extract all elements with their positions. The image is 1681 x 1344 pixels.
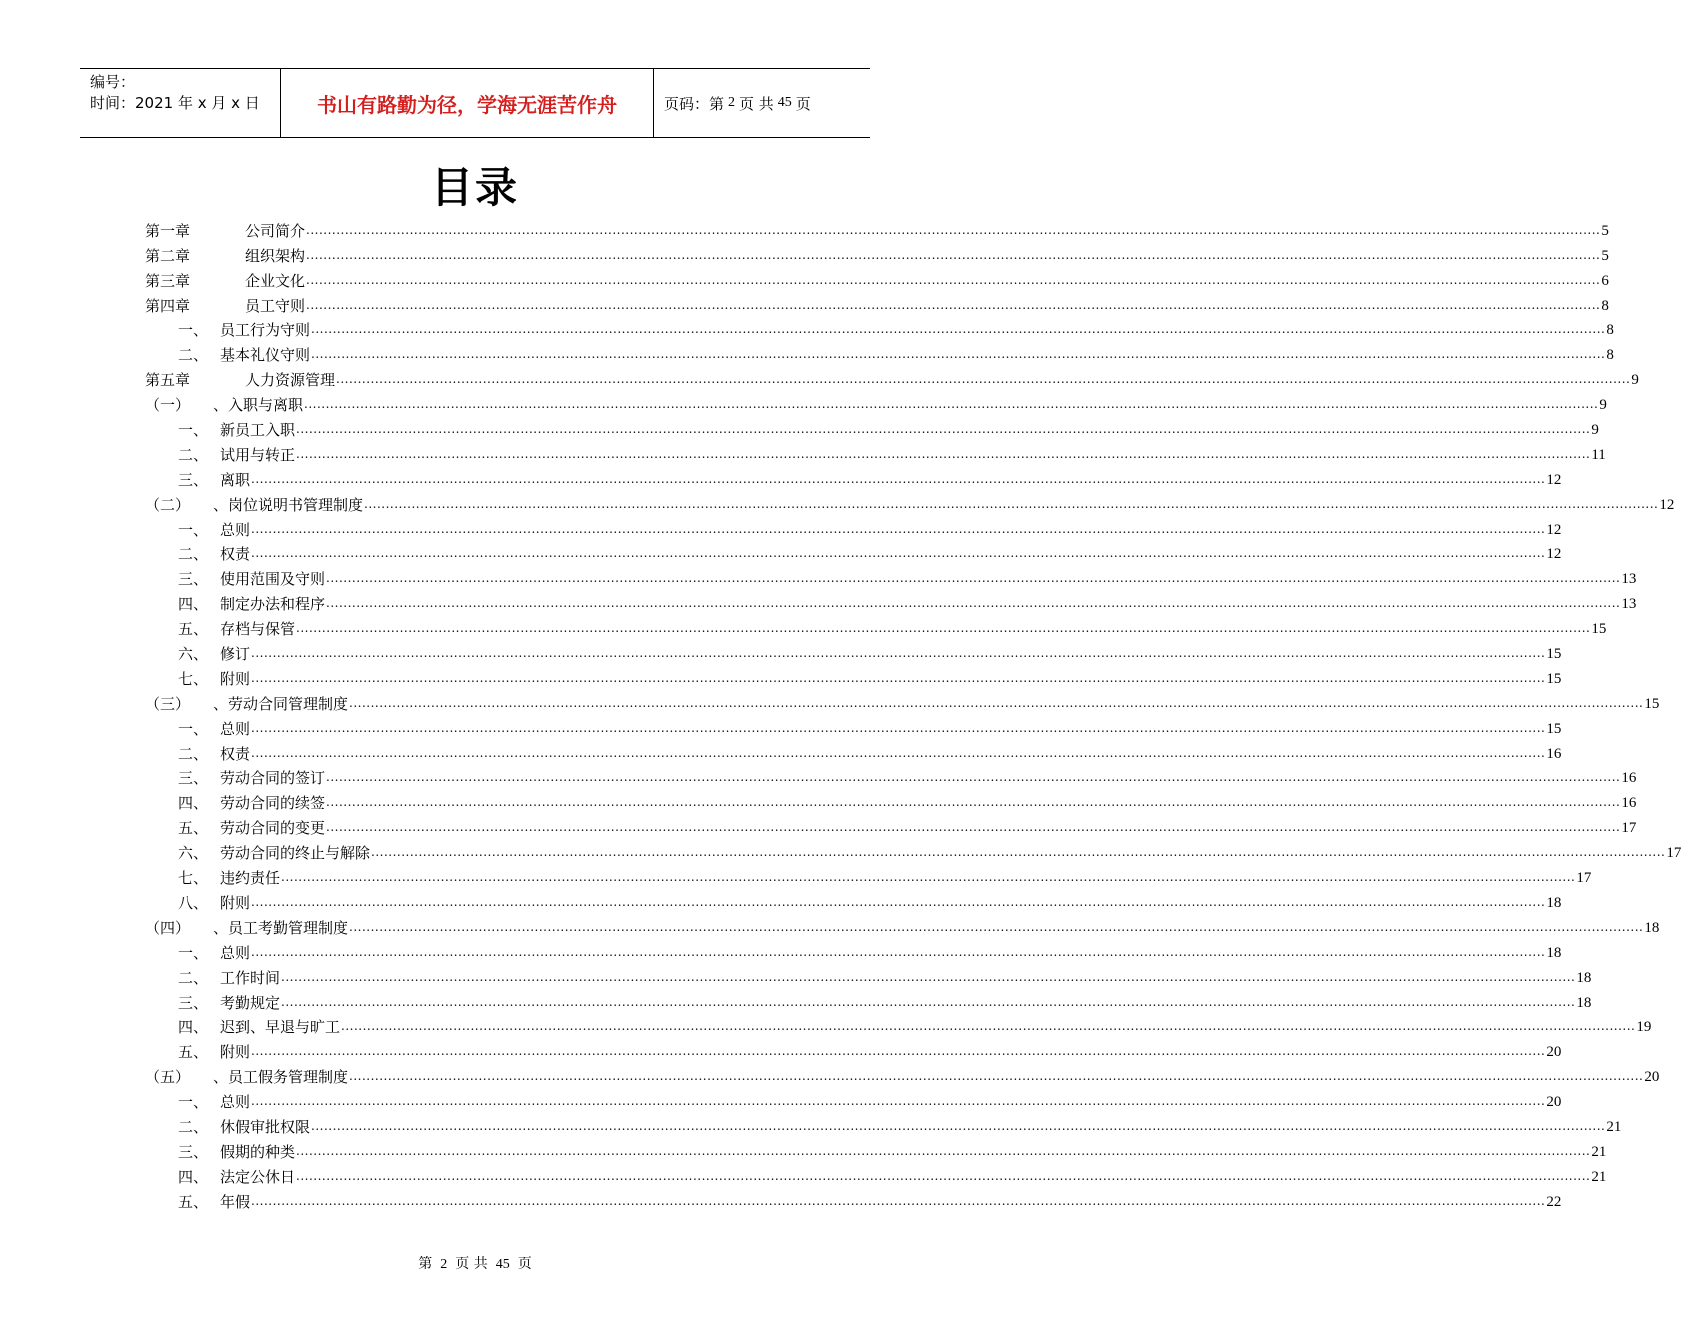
toc-entry-label: 附则 xyxy=(220,1043,251,1062)
toc-leader-dots: ............................................................................................................................................................................................................................................................................................................ xyxy=(349,695,1644,710)
toc-entry-page: 19 xyxy=(1636,1019,1652,1036)
toc-entry[interactable] xyxy=(145,241,1609,266)
toc-entry[interactable] xyxy=(145,390,1607,415)
toc-leader-dots: ............................................................................................................................................................................................................................................................................................................ xyxy=(306,247,1601,262)
toc-entry[interactable] xyxy=(145,963,1592,988)
toc-entry-number: 一、 xyxy=(178,1093,209,1112)
toc-leader-dots: ............................................................................................................................................................................................................................................................................................................ xyxy=(341,1019,1636,1034)
toc-entry-number: 三、 xyxy=(178,470,209,489)
toc-leader-dots: ............................................................................................................................................................................................................................................................................................................ xyxy=(326,820,1621,835)
toc-entry-label: 劳动合同的续签 xyxy=(220,794,326,813)
toc-entry-number: 一、 xyxy=(178,421,209,440)
toc-entry-number: 六、 xyxy=(178,844,209,863)
toc-entry-number: 五、 xyxy=(178,1192,209,1211)
toc-entry-number: （四） xyxy=(145,918,191,937)
toc-entry-label: 存档与保管 xyxy=(220,620,296,639)
toc-entry-page: 9 xyxy=(1599,397,1607,414)
toc-entry-number: （五） xyxy=(145,1068,191,1087)
toc-entry-page: 9 xyxy=(1631,372,1639,389)
toc-entry-label: 人力资源管理 xyxy=(245,371,336,390)
toc-entry-number: 八、 xyxy=(178,893,209,912)
table-of-contents xyxy=(145,216,1681,1212)
toc-entry-page: 8 xyxy=(1606,347,1614,364)
toc-entry-label: 企业文化 xyxy=(245,271,306,290)
toc-entry-page: 15 xyxy=(1591,621,1607,638)
toc-entry-label: 基本礼仪守则 xyxy=(220,346,311,365)
toc-entry-number: 一、 xyxy=(178,321,209,340)
toc-leader-dots: ............................................................................................................................................................................................................................................................................................................ xyxy=(304,397,1599,412)
toc-entry-page: 18 xyxy=(1576,969,1592,986)
toc-entry[interactable] xyxy=(145,415,1599,440)
toc-entry-page: 5 xyxy=(1601,222,1609,239)
toc-entry[interactable] xyxy=(145,216,1609,241)
toc-leader-dots: ............................................................................................................................................................................................................................................................................................................ xyxy=(251,1044,1546,1059)
toc-entry[interactable] xyxy=(145,639,1562,664)
toc-entry-number: 三、 xyxy=(178,570,209,589)
toc-entry-label: 附则 xyxy=(220,669,251,688)
toc-entry-label: 法定公休日 xyxy=(220,1167,296,1186)
toc-leader-dots: ............................................................................................................................................................................................................................................................................................................ xyxy=(296,621,1591,636)
toc-entry-label: 假期的种类 xyxy=(220,1142,296,1161)
toc-entry-number: 一、 xyxy=(178,943,209,962)
toc-entry-page: 18 xyxy=(1576,994,1592,1011)
toc-leader-dots: ............................................................................................................................................................................................................................................................................................................ xyxy=(306,222,1601,237)
toc-entry-page: 16 xyxy=(1546,745,1562,762)
toc-entry-label: 组织架构 xyxy=(245,246,306,265)
toc-entry-label: 员工行为守则 xyxy=(220,321,311,340)
toc-entry-page: 21 xyxy=(1591,1143,1607,1160)
toc-leader-dots: ............................................................................................................................................................................................................................................................................................................ xyxy=(251,894,1546,909)
toc-entry-page: 15 xyxy=(1546,720,1562,737)
toc-entry[interactable] xyxy=(145,266,1609,291)
toc-entry-page: 8 xyxy=(1606,322,1614,339)
toc-entry[interactable] xyxy=(145,1037,1562,1062)
toc-entry-page: 20 xyxy=(1546,1094,1562,1111)
toc-entry-number: 第一章 xyxy=(145,221,191,240)
toc-entry-number: 四、 xyxy=(178,1167,209,1186)
toc-leader-dots: ............................................................................................................................................................................................................................................................................................................ xyxy=(349,1069,1644,1084)
toc-entry[interactable] xyxy=(145,988,1592,1013)
footer-suffix: 页 xyxy=(517,1256,532,1272)
toc-entry[interactable] xyxy=(145,614,1607,639)
toc-entry-number: 二、 xyxy=(178,968,209,987)
toc-entry[interactable] xyxy=(145,365,1639,390)
toc-entry-number: 二、 xyxy=(178,346,209,365)
toc-entry-page: 9 xyxy=(1591,422,1599,439)
toc-entry-label: 权责 xyxy=(220,744,251,763)
toc-entry[interactable] xyxy=(145,813,1637,838)
header-meta xyxy=(80,69,281,137)
toc-entry-label: 违约责任 xyxy=(220,869,281,888)
toc-entry-label: 公司简介 xyxy=(245,221,306,240)
toc-entry[interactable] xyxy=(145,863,1592,888)
toc-entry-number: 二、 xyxy=(178,545,209,564)
toc-leader-dots: ............................................................................................................................................................................................................................................................................................................ xyxy=(306,297,1601,312)
toc-entry-number: 第三章 xyxy=(145,271,191,290)
toc-entry-number: （二） xyxy=(145,495,191,514)
toc-leader-dots: ............................................................................................................................................................................................................................................................................................................ xyxy=(326,795,1621,810)
toc-entry-label: 附则 xyxy=(220,893,251,912)
toc-entry-page: 12 xyxy=(1659,496,1675,513)
toc-entry-number: 四、 xyxy=(178,595,209,614)
toc-leader-dots: ............................................................................................................................................................................................................................................................................................................ xyxy=(326,770,1621,785)
toc-entry-page: 21 xyxy=(1606,1118,1622,1135)
toc-entry-number: 第四章 xyxy=(145,296,191,315)
toc-entry-label: 总则 xyxy=(220,943,251,962)
toc-entry-page: 21 xyxy=(1591,1168,1607,1185)
toc-entry-label: 迟到、早退与旷工 xyxy=(220,1018,341,1037)
toc-entry-label: 权责 xyxy=(220,545,251,564)
toc-entry-label: 、劳动合同管理制度 xyxy=(213,694,349,713)
toc-leader-dots: ............................................................................................................................................................................................................................................................................................................ xyxy=(296,1168,1591,1183)
toc-entry[interactable] xyxy=(145,689,1660,714)
toc-entry-number: 六、 xyxy=(178,645,209,664)
toc-entry-number: 五、 xyxy=(178,819,209,838)
toc-entry[interactable] xyxy=(145,515,1562,540)
toc-entry-page: 15 xyxy=(1546,646,1562,663)
toc-entry-label: 修订 xyxy=(220,645,251,664)
toc-leader-dots: ............................................................................................................................................................................................................................................................................................................ xyxy=(251,1193,1546,1208)
toc-entry-label: 总则 xyxy=(220,1093,251,1112)
header-page-prefix: 页码：第 xyxy=(664,94,725,113)
toc-entry-label: 、入职与离职 xyxy=(213,396,304,415)
toc-leader-dots: ............................................................................................................................................................................................................................................................................................................ xyxy=(251,471,1546,486)
toc-entry[interactable] xyxy=(145,490,1675,515)
toc-entry-label: 劳动合同的签订 xyxy=(220,769,326,788)
toc-entry-page: 15 xyxy=(1644,695,1660,712)
toc-entry[interactable] xyxy=(145,664,1562,689)
toc-entry[interactable] xyxy=(145,739,1562,764)
toc-entry[interactable] xyxy=(145,788,1637,813)
toc-entry-label: 离职 xyxy=(220,470,251,489)
toc-entry-page: 18 xyxy=(1546,944,1562,961)
toc-entry-label: 休假审批权限 xyxy=(220,1117,311,1136)
toc-entry-label: 、员工假务管理制度 xyxy=(213,1068,349,1087)
toc-entry-number: 二、 xyxy=(178,1117,209,1136)
toc-entry-page: 13 xyxy=(1621,596,1637,613)
toc-entry[interactable] xyxy=(145,465,1562,490)
page-header xyxy=(80,68,870,138)
toc-entry[interactable] xyxy=(145,913,1660,938)
toc-entry-number: 一、 xyxy=(178,719,209,738)
toc-entry-page: 18 xyxy=(1644,919,1660,936)
toc-entry[interactable] xyxy=(145,589,1637,614)
toc-leader-dots: ............................................................................................................................................................................................................................................................................................................ xyxy=(296,446,1591,461)
toc-entry[interactable] xyxy=(145,440,1606,465)
toc-entry[interactable] xyxy=(145,316,1614,341)
toc-entry[interactable] xyxy=(145,838,1681,863)
toc-entry-label: 试用与转正 xyxy=(220,445,296,464)
toc-entry[interactable] xyxy=(145,540,1562,565)
toc-entry[interactable] xyxy=(145,1013,1652,1038)
toc-leader-dots: ............................................................................................................................................................................................................................................................................................................ xyxy=(311,347,1606,362)
toc-leader-dots: ............................................................................................................................................................................................................................................................................................................ xyxy=(336,372,1631,387)
toc-entry-number: 三、 xyxy=(178,769,209,788)
toc-leader-dots: ............................................................................................................................................................................................................................................................................................................ xyxy=(281,969,1576,984)
time-label: 时间：2021 年 x 月 x 日 xyxy=(90,94,260,112)
serial-label: 编号： xyxy=(90,73,136,91)
toc-entry-label: 、岗位说明书管理制度 xyxy=(213,495,364,514)
toc-entry[interactable] xyxy=(145,1137,1607,1162)
toc-entry-label: 新员工入职 xyxy=(220,421,296,440)
toc-leader-dots: ............................................................................................................................................................................................................................................................................................................ xyxy=(364,496,1659,511)
toc-leader-dots: ............................................................................................................................................................................................................................................................................................................ xyxy=(296,422,1591,437)
toc-entry-number: 第二章 xyxy=(145,246,191,265)
header-page-suffix: 页 xyxy=(795,94,811,113)
toc-entry-label: 考勤规定 xyxy=(220,993,281,1012)
toc-leader-dots: ............................................................................................................................................................................................................................................................................................................ xyxy=(251,1094,1546,1109)
toc-leader-dots: ............................................................................................................................................................................................................................................................................................................ xyxy=(251,745,1546,760)
toc-entry-label: 使用范围及守则 xyxy=(220,570,326,589)
toc-entry-number: 第五章 xyxy=(145,371,191,390)
header-page-mid: 页 共 xyxy=(739,94,774,113)
toc-entry-page: 12 xyxy=(1546,521,1562,538)
toc-entry-label: 、员工考勤管理制度 xyxy=(213,918,349,937)
toc-entry[interactable] xyxy=(145,1062,1660,1087)
toc-entry[interactable] xyxy=(145,564,1637,589)
toc-entry-label: 年假 xyxy=(220,1192,251,1211)
toc-entry-page: 20 xyxy=(1644,1069,1660,1086)
toc-entry-page: 17 xyxy=(1666,845,1681,862)
toc-entry-number: 四、 xyxy=(178,794,209,813)
toc-entry-page: 11 xyxy=(1591,446,1606,463)
toc-leader-dots: ............................................................................................................................................................................................................................................................................................................ xyxy=(296,1143,1591,1158)
toc-entry-page: 17 xyxy=(1621,820,1637,837)
toc-entry-label: 总则 xyxy=(220,719,251,738)
toc-entry[interactable] xyxy=(145,1087,1562,1112)
page-footer xyxy=(0,1253,950,1273)
footer-prefix: 第 xyxy=(418,1256,433,1272)
toc-entry-page: 15 xyxy=(1546,670,1562,687)
toc-entry-page: 6 xyxy=(1601,272,1609,289)
toc-entry-number: 七、 xyxy=(178,869,209,888)
toc-entry-page: 20 xyxy=(1546,1044,1562,1061)
toc-entry-number: 二、 xyxy=(178,445,209,464)
header-page-current: 2 xyxy=(728,95,736,110)
toc-entry[interactable] xyxy=(145,764,1637,789)
toc-leader-dots: ............................................................................................................................................................................................................................................................................................................ xyxy=(281,870,1576,885)
header-page-info xyxy=(654,69,870,137)
toc-entry-number: （三） xyxy=(145,694,191,713)
toc-leader-dots: ............................................................................................................................................................................................................................................................................................................ xyxy=(306,272,1601,287)
toc-entry-number: 一、 xyxy=(178,520,209,539)
toc-entry[interactable] xyxy=(145,340,1614,365)
toc-entry-page: 12 xyxy=(1546,471,1562,488)
toc-entry-page: 22 xyxy=(1546,1193,1562,1210)
toc-entry-number: 三、 xyxy=(178,1142,209,1161)
toc-leader-dots: ............................................................................................................................................................................................................................................................................................................ xyxy=(251,521,1546,536)
toc-entry-number: 三、 xyxy=(178,993,209,1012)
toc-entry-number: 四、 xyxy=(178,1018,209,1037)
toc-entry-page: 5 xyxy=(1601,247,1609,264)
toc-entry-page: 12 xyxy=(1546,546,1562,563)
toc-entry[interactable] xyxy=(145,938,1562,963)
toc-entry-label: 制定办法和程序 xyxy=(220,595,326,614)
toc-leader-dots: ............................................................................................................................................................................................................................................................................................................ xyxy=(251,720,1546,735)
toc-entry-label: 劳动合同的终止与解除 xyxy=(220,844,371,863)
toc-entry-number: （一） xyxy=(145,396,191,415)
toc-leader-dots: ............................................................................................................................................................................................................................................................................................................ xyxy=(251,646,1546,661)
toc-entry-label: 工作时间 xyxy=(220,968,281,987)
toc-leader-dots: ............................................................................................................................................................................................................................................................................................................ xyxy=(251,546,1546,561)
toc-leader-dots: ............................................................................................................................................................................................................................................................................................................ xyxy=(251,670,1546,685)
toc-entry-number: 五、 xyxy=(178,620,209,639)
toc-leader-dots: ............................................................................................................................................................................................................................................................................................................ xyxy=(371,845,1666,860)
toc-entry[interactable] xyxy=(145,1112,1622,1137)
toc-leader-dots: ............................................................................................................................................................................................................................................................................................................ xyxy=(311,322,1606,337)
toc-entry-label: 总则 xyxy=(220,520,251,539)
toc-leader-dots: ............................................................................................................................................................................................................................................................................................................ xyxy=(326,571,1621,586)
toc-entry-page: 8 xyxy=(1601,297,1609,314)
page-title: 目录 xyxy=(430,163,519,212)
toc-entry-page: 18 xyxy=(1546,894,1562,911)
toc-entry[interactable] xyxy=(145,291,1609,316)
toc-entry-page: 16 xyxy=(1621,795,1637,812)
footer-mid: 页 共 xyxy=(455,1256,488,1272)
toc-entry[interactable] xyxy=(145,714,1562,739)
toc-entry[interactable] xyxy=(145,1187,1562,1212)
toc-entry[interactable] xyxy=(145,888,1562,913)
toc-leader-dots: ............................................................................................................................................................................................................................................................................................................ xyxy=(311,1118,1606,1133)
toc-entry-page: 16 xyxy=(1621,770,1637,787)
toc-leader-dots: ............................................................................................................................................................................................................................................................................................................ xyxy=(349,919,1644,934)
toc-entry-number: 七、 xyxy=(178,669,209,688)
toc-entry[interactable] xyxy=(145,1162,1607,1187)
header-motto: 书山有路勤为径，学海无涯苦作舟 xyxy=(281,69,654,137)
toc-entry-page: 13 xyxy=(1621,571,1637,588)
toc-leader-dots: ............................................................................................................................................................................................................................................................................................................ xyxy=(326,596,1621,611)
toc-leader-dots: ............................................................................................................................................................................................................................................................................................................ xyxy=(251,944,1546,959)
toc-entry-number: 二、 xyxy=(178,744,209,763)
footer-total: 45 xyxy=(495,1257,510,1272)
toc-leader-dots: ............................................................................................................................................................................................................................................................................................................ xyxy=(281,994,1576,1009)
header-page-total: 45 xyxy=(777,95,792,110)
toc-entry-label: 劳动合同的变更 xyxy=(220,819,326,838)
toc-entry-number: 五、 xyxy=(178,1043,209,1062)
toc-entry-page: 17 xyxy=(1576,870,1592,887)
footer-current: 2 xyxy=(440,1257,448,1272)
toc-entry-label: 员工守则 xyxy=(245,296,306,315)
